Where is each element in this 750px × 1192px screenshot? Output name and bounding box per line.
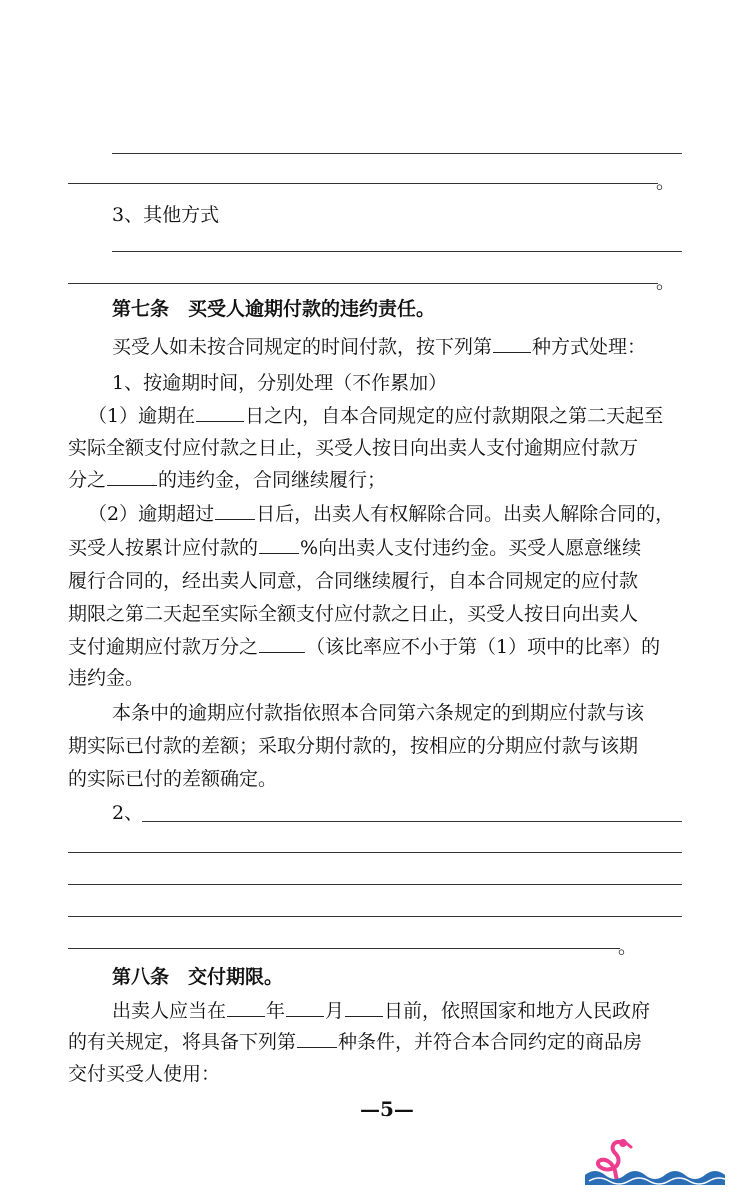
text-run: （该比率应不小于第（1）项中的比率）的: [306, 636, 661, 658]
text-run: 的违约金，合同继续履行；: [158, 469, 387, 491]
text-run: 分之: [68, 469, 107, 491]
article-7-title: 第七条 买受人逾期付款的违约责任。: [112, 298, 436, 320]
article-8-line-2: [68, 1029, 698, 1055]
fill-blank: [259, 634, 305, 653]
text-run: 种条件，并符合本合同约定的商品房: [338, 1031, 643, 1053]
clause-1-line-1: [88, 403, 698, 429]
text-run: 种方式处理：: [532, 336, 647, 358]
fill-blank: [107, 467, 157, 486]
text-run: 日前，依照国家和地方人民政府: [384, 1000, 651, 1022]
text-run: （2）逾期超过: [88, 503, 215, 525]
fill-blank: [259, 535, 299, 554]
option-1-label: 1、按逾期时间，分别处理（不作累加）: [112, 372, 448, 394]
blank-rule: [68, 852, 682, 853]
blank-rule: [68, 916, 682, 917]
period-mark: 。: [656, 271, 676, 293]
clause-2-line-2: [68, 535, 698, 561]
article-8-line-3: 交付买受人使用：: [68, 1063, 221, 1085]
article-8-line-1: [112, 998, 698, 1024]
blank-rule: [68, 283, 658, 284]
note-line-3: 的实际已付的差额确定。: [68, 768, 278, 790]
text-run: 月: [325, 1000, 345, 1022]
clause-2-line-5: [68, 634, 698, 660]
fill-blank: [345, 998, 383, 1017]
blank-rule: [112, 153, 682, 154]
text-run: 日之内，自本合同规定的应付款期限之第二天起至: [245, 405, 664, 427]
text-run: （1）逾期在: [88, 405, 196, 427]
text-run: %向出卖人支付违约金。买受人愿意继续: [300, 537, 642, 559]
period-mark: 。: [656, 171, 676, 193]
note-line-1: 本条中的逾期应付款指依照本合同第六条规定的到期应付款与该: [112, 702, 645, 724]
note-line-2: 期实际已付款的差额；采取分期付款的，按相应的分期应付款与该期: [68, 735, 639, 757]
fill-blank: [215, 501, 255, 520]
clause-2-line-4: 期限之第二天起至实际全额支付应付款之日止，买受人按日向出卖人: [68, 603, 639, 625]
text-run: 日后，出卖人有权解除合同。出卖人解除合同的，: [256, 503, 675, 525]
fill-blank: [297, 1029, 337, 1048]
article-8-title: 第八条 交付期限。: [112, 966, 284, 988]
blank-rule: [68, 183, 658, 184]
item-3-label: 3、其他方式: [112, 204, 220, 226]
fill-blank: [196, 403, 244, 422]
clause-2-line-6: 违约金。: [68, 667, 145, 689]
text-run: 买受人如未按合同规定的时间付款，按下列第: [112, 336, 493, 358]
blank-rule: [142, 821, 682, 822]
flamingo-watermark-logo: [575, 1135, 735, 1187]
text-run: 的有关规定，将具备下列第: [68, 1031, 297, 1053]
page-number: —5—: [360, 1097, 414, 1121]
blank-rule: [68, 884, 682, 885]
period-mark: 。: [618, 936, 638, 958]
text-run: 出卖人应当在: [112, 1000, 227, 1022]
clause-2-line-1: [88, 501, 698, 527]
fill-blank: [286, 998, 324, 1017]
article-7-intro: [112, 334, 698, 360]
fill-blank: [227, 998, 265, 1017]
blank-rule: [112, 251, 682, 252]
text-run: 买受人按累计应付款的: [68, 537, 259, 559]
waves-icon: [585, 1171, 729, 1185]
fill-blank: [493, 334, 531, 353]
clause-1-line-2: 实际全额支付应付款之日止，买受人按日向出卖人支付逾期应付款万: [68, 437, 639, 459]
clause-2-line-3: 履行合同的，经出卖人同意，合同继续履行，自本合同规定的应付款: [68, 570, 639, 592]
clause-1-line-3: [68, 467, 698, 493]
text-run: 年: [266, 1000, 286, 1022]
option-2-label: 2、: [112, 802, 144, 824]
text-run: 支付逾期应付款万分之: [68, 636, 259, 658]
blank-rule: [68, 948, 620, 949]
